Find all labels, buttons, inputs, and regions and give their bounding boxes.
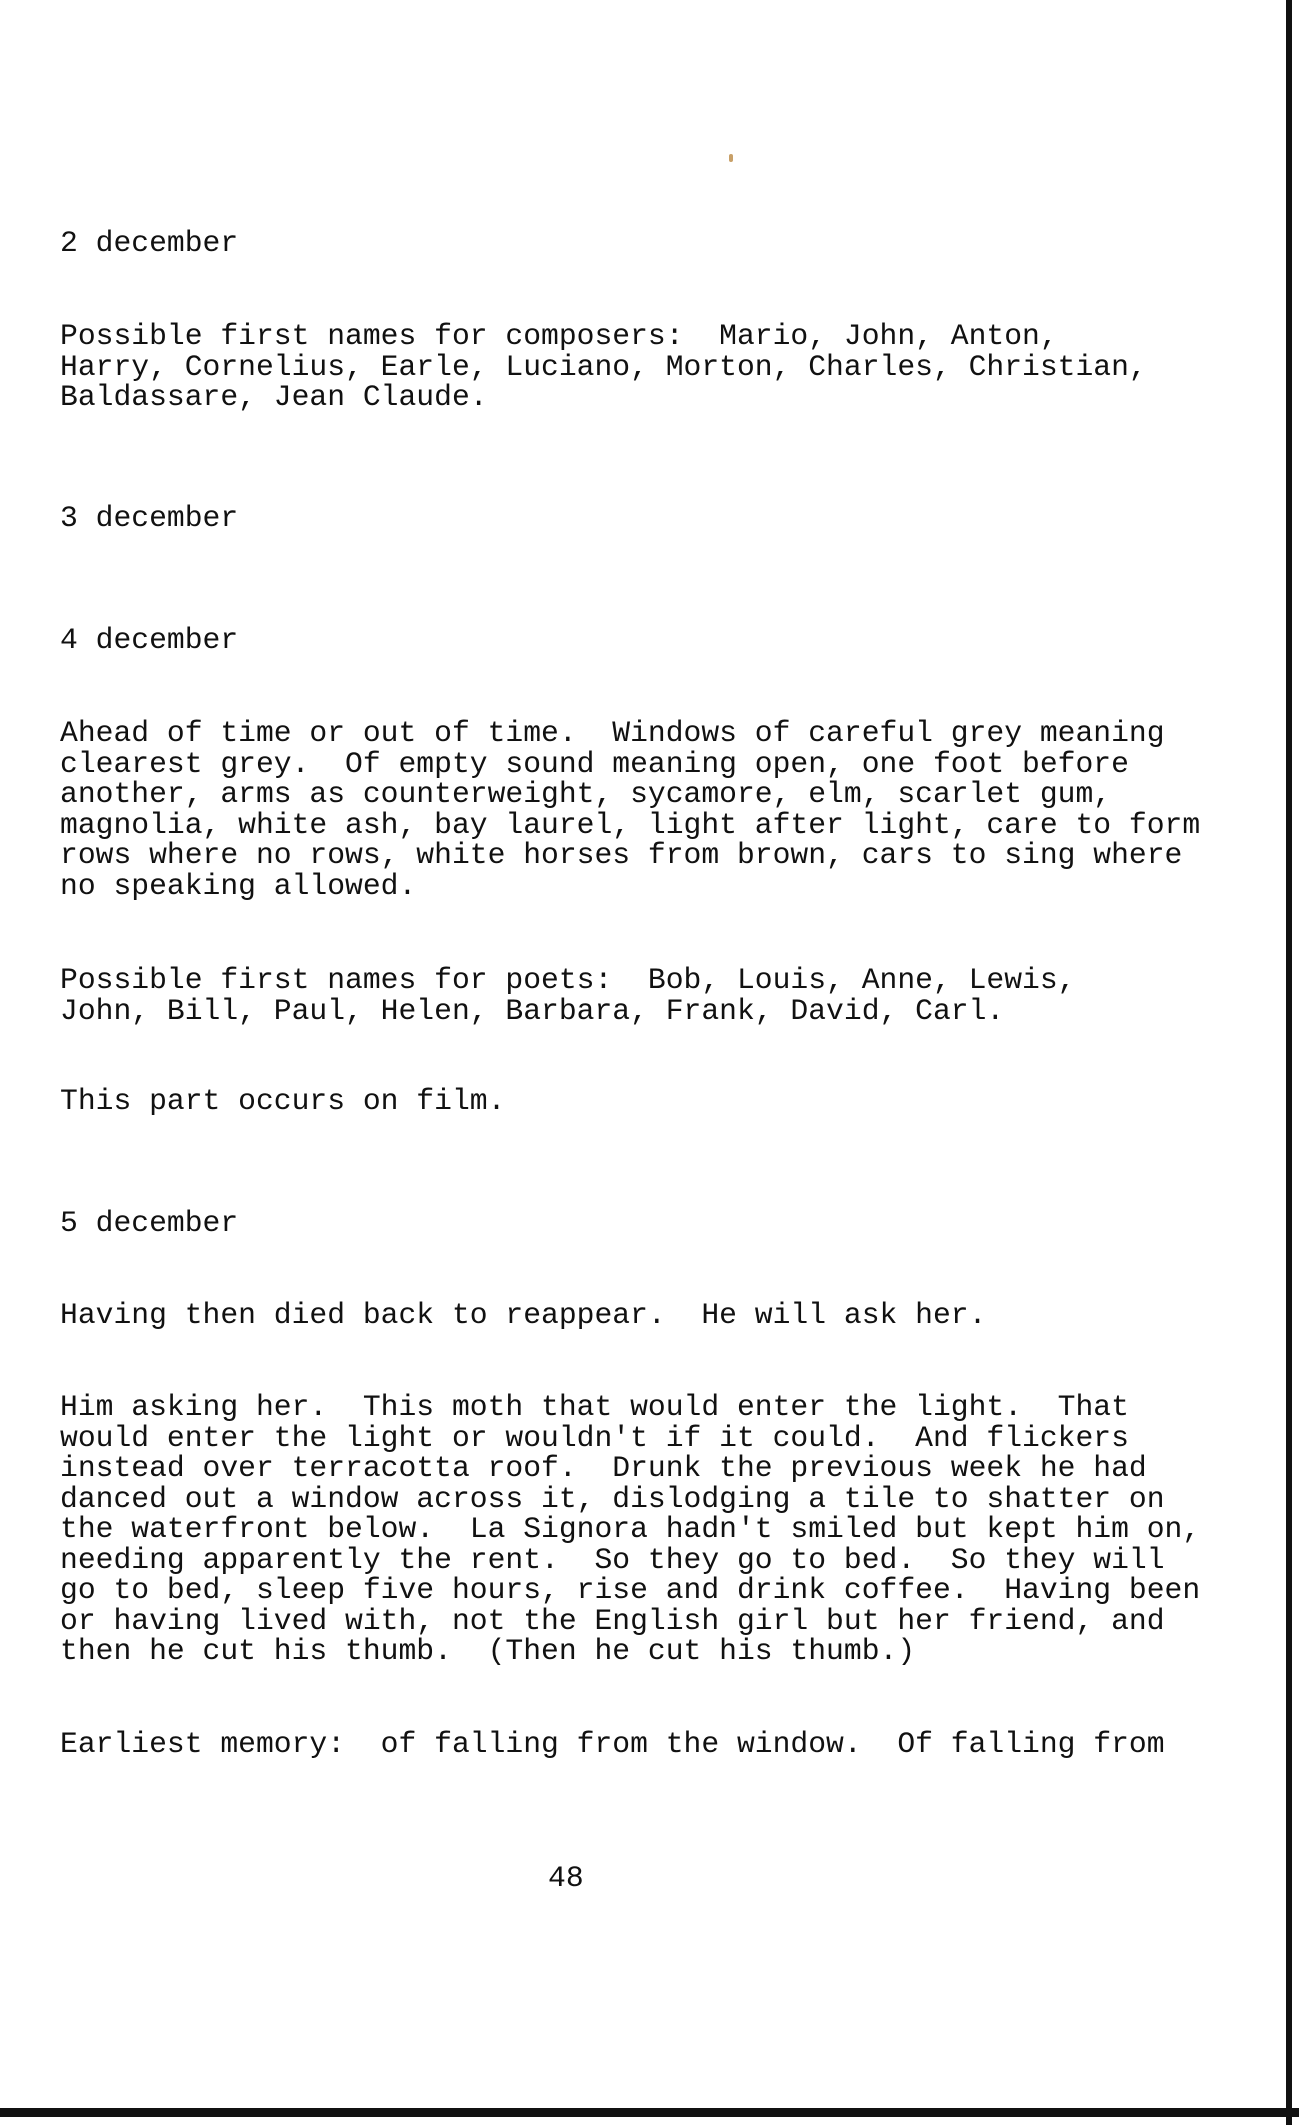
page-number: 48 (548, 1861, 584, 1895)
date-heading: 5 december (60, 1206, 239, 1240)
paragraph-line: John, Bill, Paul, Helen, Barbara, Frank, David, Carl. (60, 993, 1005, 1028)
paragraph-line: Possible first names for composers: Mario, John, Anton, (60, 319, 1058, 353)
scan-edge-right (1286, 0, 1292, 2125)
paragraph-line: another, arms as counterweight, sycamore, elm, scarlet gum, (60, 777, 1112, 811)
date-heading: 3 december (60, 501, 239, 535)
paragraph-line: magnolia, white ash, bay laurel, light after light, care to form (60, 807, 1201, 842)
paragraph-line: Having then died back to reappear. He will ask her. (60, 1298, 987, 1332)
paragraph-line: would enter the light or wouldn't if it could. And flickers (60, 1420, 1129, 1455)
paragraph-line: or having lived with, not the English girl but her friend, and (60, 1603, 1165, 1638)
paragraph-line: Him asking her. This moth that would enter the light. That (60, 1390, 1129, 1424)
paragraph-line: go to bed, sleep five hours, rise and drink coffee. Having been (60, 1573, 1201, 1607)
paragraph-line: instead over terracotta roof. Drunk the previous week he had (60, 1451, 1147, 1485)
paragraph-line: the waterfront below. La Signora hadn't smiled but kept him on, (60, 1512, 1201, 1546)
date-heading: 2 december (60, 226, 239, 260)
paragraph-line: Harry, Cornelius, Earle, Luciano, Morton, Charles, Christian, (60, 349, 1147, 384)
paragraph-line: rows where no rows, white horses from brown, cars to sing where (60, 838, 1183, 872)
paragraph-line: Ahead of time or out of time. Windows of careful grey meaning (60, 716, 1165, 750)
paragraph-line: danced out a window across it, dislodging a tile to shatter on (60, 1481, 1165, 1516)
paragraph-line: Earliest memory: of falling from the window. Of falling from (60, 1727, 1165, 1761)
paragraph-line: Baldassare, Jean Claude. (60, 380, 488, 414)
paragraph-line: no speaking allowed. (60, 868, 417, 903)
paragraph-line: clearest grey. Of empty sound meaning open, one foot before (60, 746, 1129, 781)
paper-speck (729, 154, 733, 162)
paragraph-line: This part occurs on film. (60, 1084, 506, 1118)
paragraph-line: Possible first names for poets: Bob, Louis, Anne, Lewis, (60, 963, 1076, 997)
paragraph-line: then he cut his thumb. (Then he cut his thumb.) (60, 1634, 916, 1668)
scan-edge-bottom (0, 2108, 1299, 2117)
paragraph-line: needing apparently the rent. So they go to bed. So they will (60, 1542, 1165, 1577)
date-heading: 4 december (60, 623, 239, 657)
